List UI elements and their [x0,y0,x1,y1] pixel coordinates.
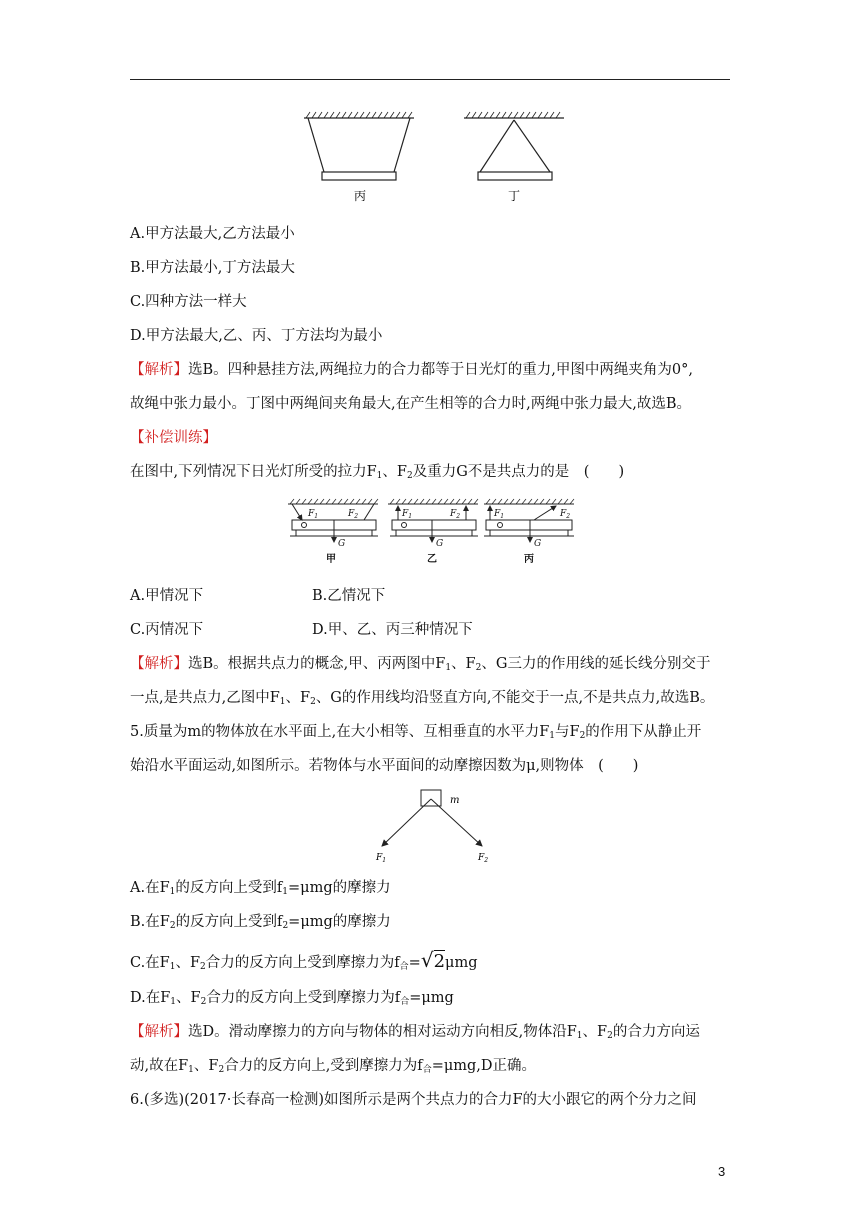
supp-option-c: C.丙情况下 [130,622,204,638]
supp-option-a: A.甲情况下 [130,588,204,604]
analysis-2-line-1: 【解析】选B。根据共点力的概念,甲、丙两图中$F_1$、$F_2$、G三力的作用线的延长线分别交于 [130,656,711,673]
label-ding: 丁 [508,189,521,203]
q5-option-c: C.在$F_1$、$F_2$合力的反方向上受到摩擦力为$f_合=√2\mu mg$ [130,948,478,972]
option-a: A.甲方法最大,乙方法最小 [130,226,295,242]
question-5-line-1: 5.质量为m的物体放在水平面上,在大小相等、互相垂直的水平力$F_1$与$F_2$的作用下从静止开 [130,724,702,741]
label-jia: 甲 [326,554,336,565]
label-f2-b: $F_2$ [450,509,461,520]
block-force-figure [370,786,510,866]
label-f1: $F_1$ [376,853,387,864]
analysis-3-line-1: 【解析】选D。滑动摩擦力的方向与物体的相对运动方向相反,物体沿$F_1$、$F_2$的合力方向运 [130,1024,700,1041]
supplement-tag: 【补偿训练】 [130,430,217,446]
q5-option-a: A.在$F_1$的反方向上受到$f_1=\mu mg$的摩擦力 [130,880,391,897]
analysis-3-line-2: 动,故在$F_1$、$F_2$合力的反方向上,受到摩擦力为$f_合=\mu mg,D$正确。 [130,1058,537,1075]
option-b: B.甲方法最小,丁方法最大 [130,260,295,276]
label-f1-c: $F_1$ [494,509,505,520]
analysis-tag: 【解析】 [130,362,188,378]
supplement-question: 在图中,下列情况下日光灯所受的拉力$F_1$、$F_2$及重力G不是共点力的是 ( ) [130,464,625,481]
sqrt-radicand: 2 [433,951,446,972]
analysis-2-line-2: 一点,是共点力,乙图中$F_1$、$F_2$、G的作用线均沿竖直方向,不能交于一点,不是共点力,故选B。 [130,690,715,707]
analysis-1-line-1: 【解析】选B。四种悬挂方法,两绳拉力的合力都等于日光灯的重力,甲图中两绳夹角为0°, [130,362,693,378]
label-f2-a: $F_2$ [348,509,359,520]
label-m: m [450,795,460,806]
label-bing-2: 丙 [524,554,534,565]
label-f2-c: $F_2$ [560,509,571,520]
q5-option-b: B.在$F_2$的反方向上受到$f_2=\mu mg$的摩擦力 [130,914,391,931]
hanging-lamp-figure-top [290,110,570,206]
question-5-line-2: 始沿水平面运动,如图所示。若物体与水平面间的动摩擦因数为μ,则物体 ( ) [130,758,639,774]
question-6-line-1: 6.(多选)(2017·长春高一检测)如图所示是两个共点力的合力F的大小跟它的两个分力之间 [130,1092,697,1108]
q5-option-d: D.在$F_1$、$F_2$合力的反方向上受到摩擦力为$f_合=\mu mg$ [130,990,454,1007]
analysis-1-line-2: 故绳中张力最小。丁图中两绳间夹角最大,在产生相等的合力时,两绳中张力最大,故选B。 [130,396,691,412]
label-f1-a: $F_1$ [308,509,319,520]
header-rule [130,79,730,80]
label-g-a: G [338,539,346,549]
label-g-c: G [534,539,542,549]
option-d: D.甲方法最大,乙、丙、丁方法均为最小 [130,328,383,344]
lamp-force-figure [284,496,578,568]
option-c: C.四种方法一样大 [130,294,247,310]
label-bing: 丙 [354,189,367,203]
label-f2: $F_2$ [478,853,489,864]
label-yi: 乙 [427,554,437,565]
supp-option-d: D.甲、乙、丙三种情况下 [312,622,473,638]
label-g-b: G [436,539,444,549]
label-f1-b: $F_1$ [402,509,413,520]
page-number: 3 [718,1164,726,1179]
supp-option-b: B.乙情况下 [312,588,386,604]
